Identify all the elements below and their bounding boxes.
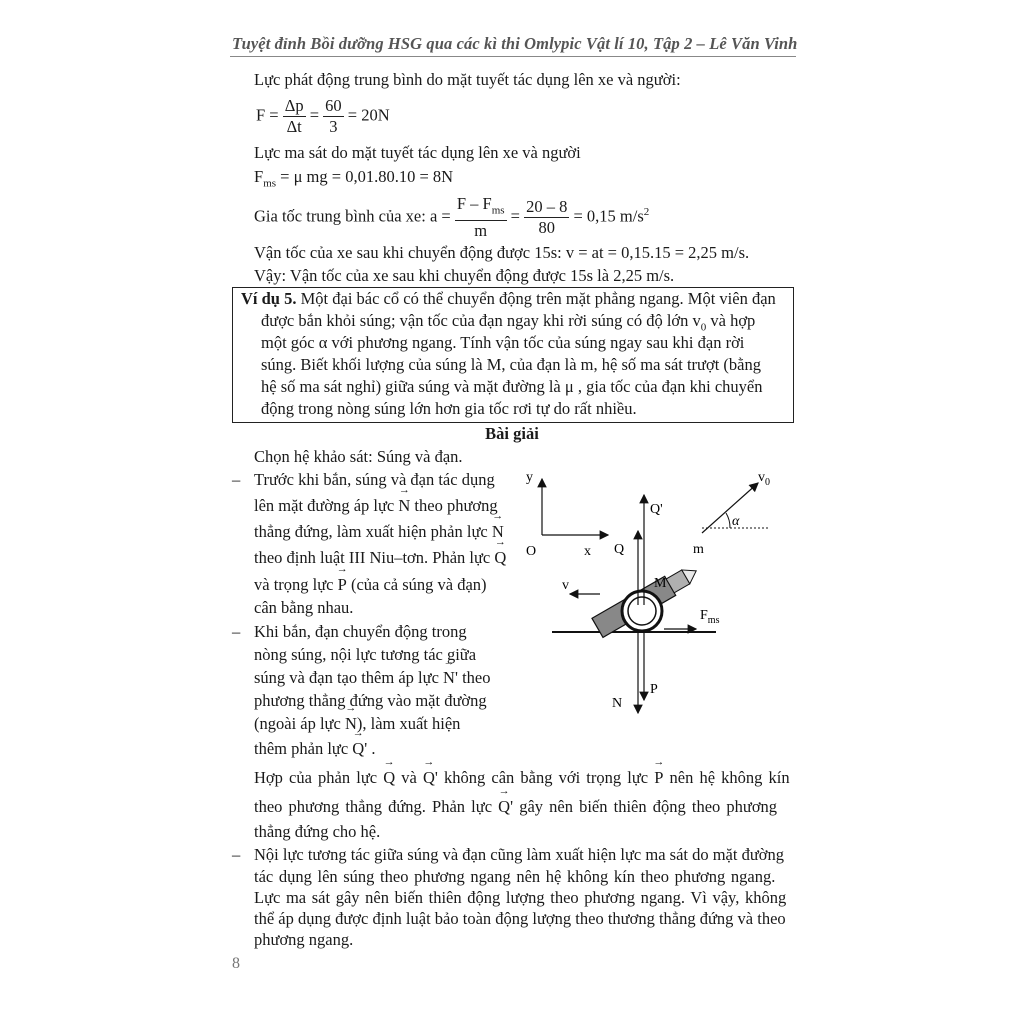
example-text: Một đại bác cổ có thể chuyển động trên mặt phẳng ngang. Một viên đạn: [300, 289, 776, 308]
Qprime-label: Q': [650, 502, 663, 517]
text-span: không cân bằng với trọng lực: [444, 768, 649, 787]
bullet-dash: –: [232, 622, 241, 641]
vector-Q: → Q: [494, 548, 506, 568]
eq-rhs: = 20N: [347, 105, 390, 125]
y-label: y: [526, 470, 533, 485]
text-line: [254, 496, 498, 516]
eq-lhs: a =: [429, 206, 451, 226]
M-label: M: [654, 576, 667, 591]
v0-subscript: 0: [765, 477, 770, 488]
vector-N: → N: [398, 496, 410, 516]
text-line: Lực ma sát gây nên biến thiên động lượng theo phương ngang. Vì vậy, không: [254, 888, 787, 907]
prime-mark: ': [434, 768, 438, 787]
equation-acceleration: Gia tốc trung bình của xe: a = $\frac{F - F_{ms}}{m}$ = $\frac{20 - 8}{80}$ = 0,15 $m/s^2$: [254, 194, 650, 241]
text-span: nên hệ không kín: [669, 768, 790, 787]
Fms-label: [700, 608, 720, 626]
fraction: [323, 96, 344, 137]
text-span: thẳng đứng, làm xuất hiện phản lực: [254, 522, 488, 541]
text-line: phương ngang.: [254, 930, 354, 949]
wheel-inner: [628, 597, 656, 625]
text-line: Nội lực tương tác giữa súng và đạn cũng làm xuất hiện lực ma sát do mặt đường: [254, 845, 785, 864]
text-span: thêm phản lực: [254, 739, 349, 758]
text-span: theo phương thẳng đứng. Phản lực: [254, 797, 493, 816]
text-line: [254, 548, 506, 568]
fraction: [455, 194, 507, 241]
denominator: Δt: [286, 117, 302, 136]
eq-rhs: = 0,15 m/s: [573, 206, 644, 226]
text-line: [254, 668, 490, 688]
text-line: thể áp dụng được định luật bảo toàn động lượng theo thương thẳng đứng và theo: [254, 909, 786, 928]
text-span: và trọng lực: [254, 575, 334, 594]
text-line: [254, 522, 504, 542]
cannon-diagram: [520, 465, 790, 720]
text-span: theo phương: [414, 496, 498, 515]
text-line: Lực ma sát do mặt tuyết tác dụng lên xe và người: [254, 143, 581, 162]
text-span: và: [401, 768, 417, 787]
header-rule: [230, 56, 796, 57]
text-span: gây nên biến thiên động theo phương: [519, 797, 778, 816]
numerator: [455, 194, 507, 221]
example-line: một góc α với phương ngang. Tính vận tốc của súng ngay sau khi đạn rời: [261, 333, 745, 352]
fraction: [283, 96, 306, 137]
page-number: 8: [232, 955, 240, 972]
fraction: [524, 197, 569, 238]
text-line: [254, 575, 487, 595]
equation-force: F = $\frac{\Delta p}{\Delta t}$ = $\frac{60}{3}$ = 20N: [256, 96, 390, 136]
solution-title: Bài giải: [485, 424, 539, 443]
subscript: ms: [263, 177, 277, 190]
example-line: hệ số ma sát nghỉ) giữa súng và mặt đường là μ , gia tốc của đạn khi chuyển: [261, 377, 763, 396]
numerator: 20 – 8: [526, 197, 568, 217]
example-box: [232, 287, 794, 423]
superscript: 2: [643, 205, 650, 218]
prime-mark: ': [454, 668, 458, 687]
text-span: (ngoài áp lực: [254, 714, 341, 733]
text-line: Chọn hệ khảo sát: Súng và đạn.: [254, 447, 463, 466]
vector-Q: → Q: [423, 768, 435, 788]
example-line: [261, 311, 755, 333]
prime-mark: ': [364, 739, 368, 758]
eq-prefix: Gia tốc trung bình của xe:: [254, 206, 426, 226]
vector-P: → P: [654, 768, 663, 788]
bullet-dash: –: [232, 845, 241, 864]
example-label: Ví dụ 5.: [241, 289, 297, 308]
P-label: P: [650, 682, 658, 697]
text-span: lên mặt đường áp lực: [254, 496, 395, 515]
text-line: cân bằng nhau.: [254, 598, 354, 617]
subscript: ms: [491, 204, 505, 217]
m-label: m: [693, 542, 704, 557]
angle-arc: [726, 513, 730, 528]
vector-Q: → Q: [352, 739, 364, 759]
text-line: [254, 768, 790, 788]
text-line: Vận tốc của xe sau khi chuyển động được 15s: v = at = 0,15.15 = 2,25 m/s.: [254, 243, 750, 262]
example-text: được bắn khỏi súng; vận tốc của đạn ngay khi rời súng có độ lớn v: [261, 311, 701, 330]
subscript: 0: [700, 321, 707, 334]
text-line: Vậy: Vận tốc của xe sau khi chuyển động được 15s là 2,25 m/s.: [254, 266, 675, 285]
alpha-label: α: [732, 514, 740, 529]
numerator-text: F – F: [456, 194, 492, 213]
origin-label: O: [526, 544, 537, 559]
v0-text: v: [758, 470, 765, 485]
vector-Q: → Q: [498, 797, 510, 817]
text-span: theo: [462, 668, 491, 687]
text-line: nòng súng, nội lực tương tác giữa: [254, 645, 477, 664]
text-span: súng và đạn tạo thêm áp lực: [254, 668, 439, 687]
running-header: Tuyệt đỉnh Bồi dưỡng HSG qua các kì thi Omlypic Vật lí 10, Tập 2 – Lê Văn Vinh: [232, 34, 798, 53]
N-label: N: [612, 696, 623, 711]
eq-lhs: F: [254, 167, 264, 186]
vector-P: → P: [338, 575, 347, 595]
vector-N: → N: [492, 522, 504, 542]
text-line: tác dụng lên súng theo phương ngang nên hệ không kín theo phương ngang.: [254, 867, 776, 886]
text-line: [254, 797, 777, 817]
vector-Q: → Q: [383, 768, 395, 788]
vector-N: → N: [443, 668, 455, 688]
eq-lhs: F =: [256, 105, 279, 125]
text-span: (của cả súng và đạn): [350, 575, 487, 594]
numerator: 60: [325, 96, 342, 115]
denominator: 80: [538, 218, 555, 238]
text-line: Lực phát động trung bình do mặt tuyết tác dụng lên xe và người:: [254, 70, 681, 89]
example-text: và hợp: [706, 311, 756, 330]
denominator: 3: [329, 117, 338, 136]
prime-mark: ': [510, 797, 514, 816]
text-line: thẳng đứng cho hệ.: [254, 822, 381, 841]
text-span: Hợp của phản lực: [254, 768, 378, 787]
eq-rhs: = μ mg = 0,01.80.10 = 8N: [280, 167, 454, 186]
text-line: Trước khi bắn, súng và đạn tác dụng: [254, 470, 495, 489]
text-line: Khi bắn, đạn chuyển động trong: [254, 622, 467, 641]
numerator: Δp: [284, 96, 304, 115]
v0-label: [758, 470, 770, 488]
Q-label: Q: [614, 542, 625, 557]
vector-N: → N: [345, 714, 357, 734]
Fms-text: F: [700, 608, 708, 623]
text-span: ), làm xuất hiện: [356, 714, 461, 733]
example-line: [241, 289, 776, 309]
x-label: x: [584, 544, 591, 559]
Fms-subscript: ms: [707, 615, 720, 626]
example-line: động trong nòng súng lớn hơn gia tốc rơi tự do rất nhiều.: [261, 399, 637, 418]
text-line: thêm phản lực → Q' .: [254, 739, 375, 759]
text-span: theo định luật III Niu–tơn. Phản lực: [254, 548, 491, 567]
text-line: phương thẳng đứng vào mặt đường: [254, 691, 487, 710]
bullet-dash: –: [232, 470, 241, 489]
denominator: m: [474, 221, 488, 241]
v-label: v: [562, 578, 569, 593]
example-line: súng. Biết khối lượng của súng là M, của đạn là m, hệ số ma sát trượt (bằng: [261, 355, 761, 374]
equation-friction: [254, 167, 453, 189]
